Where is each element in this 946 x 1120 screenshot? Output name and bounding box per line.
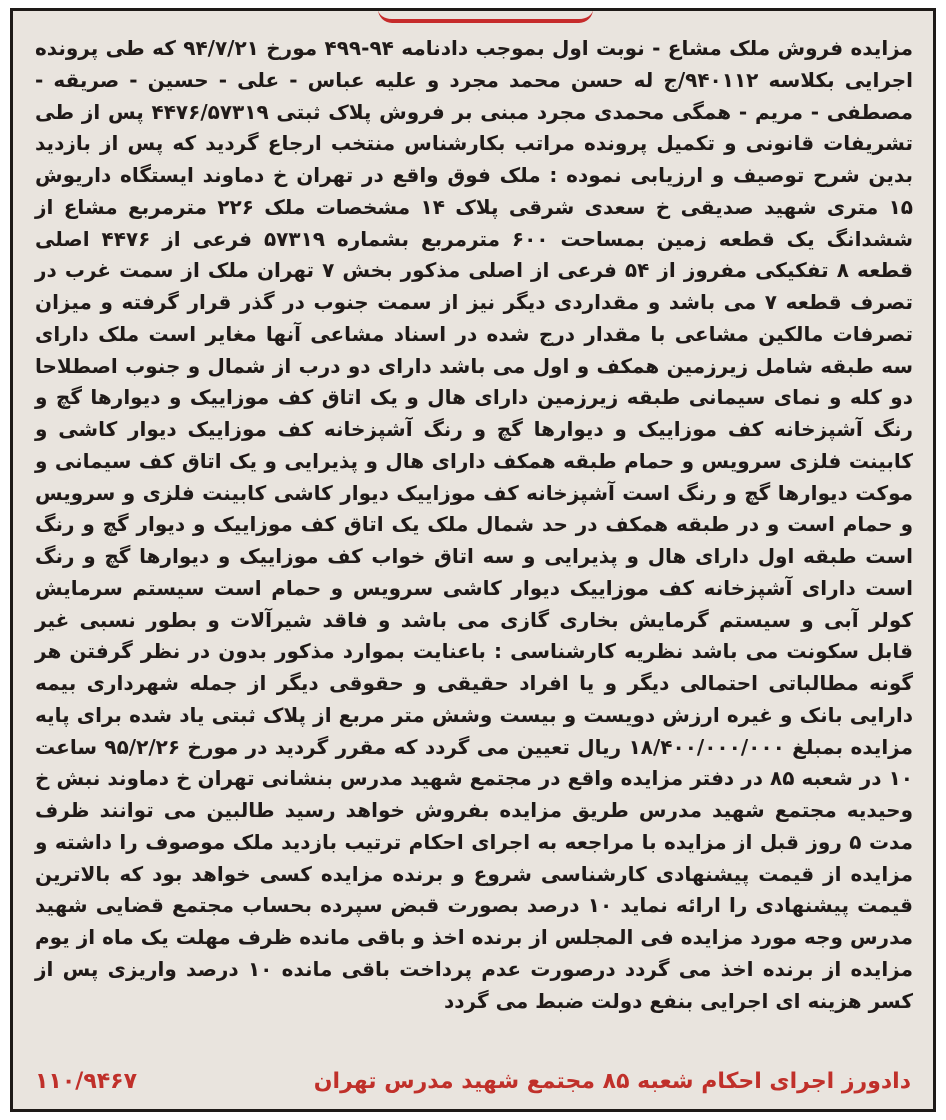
notice-panel	[10, 8, 936, 1112]
header-strip	[13, 11, 933, 25]
notice-footer	[35, 1063, 911, 1099]
red-header-mark	[378, 8, 593, 23]
reference-number: ۱۱۰/۹۴۶۷	[35, 1068, 138, 1094]
issuer-signature: دادورز اجرای احکام شعبه ۸۵ مجتمع شهید مدرس تهران	[313, 1068, 911, 1094]
notice-body: مزایده فروش ملک مشاع - نوبت اول بموجب دادنامه ۹۴-۴۹۹ مورخ ۹۴/۷/۲۱ که طی پرونده اجرایی بکلاسه ۹۴۰۱۱۲/ج له حسن محمد مجرد و علیه عباس - علی - حسین - صریقه - مصطفی - مریم - همگی محمدی مجرد مبنی بر فروش پلاک ثبتی ۴۴۷۶/۵۷۳۱۹ پس از طی تشریفات قانونی و تکمیل پرونده مراتب بکارشناس منتخب ارجاع گردید که پس از بازدید بدین شرح توصیف و ارزیابی نموده : ملک فوق واقع در تهران خ دماوند ایستگاه داریوش ۱۵ متری شهید صدیقی خ سعدی شرقی پلاک ۱۴ مشخصات ملک ۲۲۶ مترمربع مشاع از ششدانگ یک قطعه زمین بمساحت ۶۰۰ مترمربع بشماره ۵۷۳۱۹ فرعی از ۴۴۷۶ اصلی قطعه ۸ تفکیکی مفروز از ۵۴ فرعی از اصلی مذکور بخش ۷ تهران ملک از سمت غرب در تصرف قطعه ۷ می باشد و مقداردی دیگر نیز از سمت جنوب در گذر قرار گرفته و میزان تصرفات مالکین مشاعی با مقدار درج شده در اسناد مشاعی آنها مغایر است ملک دارای سه طبقه شامل زیرزمین همکف و اول می باشد دارای دو درب از شمال و جنوب اصطلاحا دو کله و نمای سیمانی طبقه زیرزمین دارای هال و یک اتاق کف موزاییک و دیوارها گچ و رنگ آشپزخانه کف موزاییک و دیوارها گچ و رنگ آشپزخانه کف موزاییک دیوار کاشی و کابینت فلزی سرویس و حمام طبقه همکف دارای هال و پذیرایی و یک اتاق کف سیمانی و موکت دیوارها گچ و رنگ است آشپزخانه کف موزاییک دیوار کاشی کابینت فلزی و سرویس و حمام است و در طبقه همکف در حد شمال ملک یک اتاق کف موزاییک و دیوار گچ و رنگ است طبقه اول دارای هال و پذیرایی و سه اتاق خواب کف موزاییک و دیوارها گچ و رنگ است دارای آشپزخانه کف موزاییک دیوار کاشی سرویس و حمام است سیستم سرمایش کولر آبی و سیستم گرمایش بخاری گازی می باشد و فاقد شیرآلات و بطور نسبی غیر قابل سکونت می باشد نظریه کارشناسی : باعنایت بموارد مذکور بدون در نظر گرفتن هر گونه مطالباتی احتمالی دیگر و یا افراد حقیقی و حقوقی دیگر از جمله شهرداری بیمه دارایی بانک و غیره ارزش دویست و بیست وشش متر مربع از پلاک ثبتی یاد شده برای پایه مزایده بمبلغ ۱۸/۴۰۰/۰۰۰/۰۰۰ ریال تعیین می گردد که مقرر گردید در مورخ ۹۵/۲/۲۶ ساعت ۱۰ در شعبه ۸۵ در دفتر مزایده واقع در مجتمع شهید مدرس بنشانی تهران خ دماوند نبش خ وحیدیه مجتمع شهید مدرس طریق مزایده بفروش خواهد رسید طالبین می توانند ظرف مدت ۵ روز قبل از مزایده با مراجعه به اجرای احکام ترتیب بازدید ملک موصوف را داشته و مزایده از قیمت پیشنهادی کارشناسی شروع و برنده مزایده کسی خواهد بود که بالاترین قیمت پیشنهادی را ارائه نماید ۱۰ درصد بصورت قبض سپرده بحساب مجتمع قضایی شهید مدرس وجه مورد مزایده فی المجلس از برنده اخذ و باقی مانده ظرف مهلت یک ماه از یوم مزایده از برنده اخذ می گردد درصورت عدم پرداخت باقی مانده ۱۰ درصد واریزی پس از کسر هزینه ای اجرایی بنفع دولت ضبط می گردد	[35, 36, 914, 1013]
